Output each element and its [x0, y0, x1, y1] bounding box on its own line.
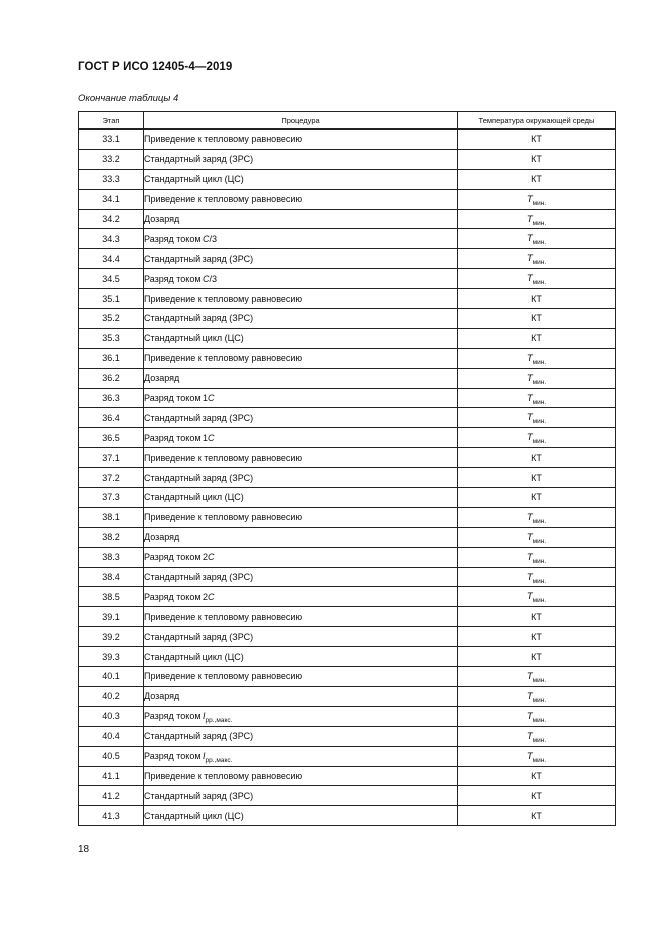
- procedure-text: Разряд током 2C: [144, 552, 215, 563]
- table-row: [79, 786, 616, 806]
- procedure-cell: [144, 726, 458, 746]
- temperature-cell: [458, 706, 616, 726]
- table-row: [79, 309, 616, 329]
- temperature-subscript: мин.: [532, 438, 547, 446]
- stage-cell: 38.2: [79, 527, 144, 547]
- procedure-cell: [144, 507, 458, 527]
- procedure-text: Стандартный заряд (ЗРС): [144, 412, 254, 423]
- procedure-cell: [144, 488, 458, 508]
- table-row: [79, 408, 616, 428]
- table-row: [79, 567, 616, 587]
- temperature-cell: [458, 189, 616, 209]
- procedure-text: Дозаряд: [144, 373, 180, 384]
- temperature-cell: КТ: [458, 328, 616, 348]
- temperature-subscript: мин.: [532, 398, 547, 406]
- procedure-cell: [144, 806, 458, 826]
- procedure-text: Разряд током I: [144, 751, 206, 762]
- temperature-cell: [458, 726, 616, 746]
- temperature-subscript: мин.: [532, 259, 547, 267]
- temperature-cell: [458, 388, 616, 408]
- procedure-cell: [144, 786, 458, 806]
- temperature-cell: КТ: [458, 627, 616, 647]
- procedure-text: Разряд током 1C: [144, 393, 215, 404]
- page-number: 18: [78, 844, 90, 855]
- table-row: [79, 209, 616, 229]
- procedure-text: Приведение к тепловому равновесию: [144, 134, 303, 145]
- temperature-cell: КТ: [458, 468, 616, 488]
- stage-cell: 33.1: [79, 129, 144, 149]
- temperature-cell: [458, 686, 616, 706]
- stage-cell: 33.3: [79, 169, 144, 189]
- temperature-symbol: T: [526, 710, 533, 722]
- stage-cell: 37.1: [79, 448, 144, 468]
- table-row: [79, 289, 616, 309]
- stage-cell: 36.1: [79, 348, 144, 368]
- stage-cell: 33.2: [79, 149, 144, 169]
- procedure-text: Стандартный заряд (ЗРС): [144, 154, 254, 165]
- temperature-cell: [458, 428, 616, 448]
- temperature-subscript: мин.: [532, 577, 547, 585]
- procedure-text: Стандартный заряд (ЗРС): [144, 253, 254, 264]
- procedure-text: Приведение к тепловому равновесию: [144, 293, 303, 304]
- table-row: [79, 746, 616, 766]
- procedure-text: Приведение к тепловому равновесию: [144, 671, 303, 682]
- temperature-cell: КТ: [458, 309, 616, 329]
- table-row: [79, 129, 616, 149]
- temperature-subscript: мин.: [532, 378, 547, 386]
- procedure-cell: [144, 567, 458, 587]
- table-row: [79, 249, 616, 269]
- procedure-cell: [144, 587, 458, 607]
- temperature-symbol: T: [526, 372, 533, 384]
- procedure-text: Стандартный цикл (ЦС): [144, 333, 244, 344]
- procedure-text: Стандартный заряд (ЗРС): [144, 472, 254, 483]
- temperature-subscript: мин.: [532, 676, 547, 684]
- temperature-symbol: T: [526, 511, 533, 523]
- table-body: [79, 129, 616, 826]
- procedure-text: Стандартный заряд (ЗРС): [144, 731, 254, 742]
- temperature-subscript: мин.: [532, 557, 547, 565]
- procedure-cell: [144, 129, 458, 149]
- table-row: [79, 547, 616, 567]
- stage-cell: 36.3: [79, 388, 144, 408]
- temperature-subscript: мин.: [532, 597, 547, 605]
- table-row: [79, 667, 616, 687]
- temperature-symbol: T: [526, 253, 533, 265]
- procedure-table: [78, 111, 616, 826]
- stage-cell: 41.2: [79, 786, 144, 806]
- temperature-subscript: мин.: [532, 358, 547, 366]
- temperature-subscript: мин.: [532, 517, 547, 525]
- temperature-subscript: мин.: [532, 418, 547, 426]
- procedure-cell: [144, 348, 458, 368]
- procedure-cell: [144, 149, 458, 169]
- stage-cell: 36.5: [79, 428, 144, 448]
- stage-cell: 37.3: [79, 488, 144, 508]
- table-row: [79, 587, 616, 607]
- temperature-symbol: T: [526, 213, 533, 225]
- procedure-text: Дозаряд: [144, 691, 180, 702]
- temperature-symbol: T: [526, 730, 533, 742]
- table-row: [79, 229, 616, 249]
- table-row: [79, 428, 616, 448]
- procedure-cell: [144, 289, 458, 309]
- procedure-text: Приведение к тепловому равновесию: [144, 512, 303, 523]
- temperature-cell: [458, 209, 616, 229]
- temperature-cell: [458, 348, 616, 368]
- procedure-cell: [144, 527, 458, 547]
- procedure-text: Стандартный заряд (ЗРС): [144, 313, 254, 324]
- temperature-cell: [458, 547, 616, 567]
- stage-cell: 39.2: [79, 627, 144, 647]
- procedure-text: Стандартный заряд (ЗРС): [144, 572, 254, 583]
- stage-cell: 34.5: [79, 269, 144, 289]
- stage-cell: 39.3: [79, 647, 144, 667]
- procedure-text: Приведение к тепловому равновесию: [144, 770, 303, 781]
- procedure-text: Разряд током C/3: [144, 273, 218, 284]
- temperature-symbol: T: [526, 392, 533, 404]
- procedure-cell: [144, 368, 458, 388]
- temperature-symbol: T: [526, 551, 533, 563]
- procedure-text: Приведение к тепловому равновесию: [144, 452, 303, 463]
- procedure-cell: [144, 189, 458, 209]
- table-row: [79, 806, 616, 826]
- temperature-cell: КТ: [458, 607, 616, 627]
- temperature-subscript: мин.: [532, 696, 547, 704]
- procedure-text: Стандартный цикл (ЦС): [144, 174, 244, 185]
- stage-cell: 35.1: [79, 289, 144, 309]
- table-row: [79, 488, 616, 508]
- stage-cell: 36.2: [79, 368, 144, 388]
- temperature-cell: [458, 269, 616, 289]
- stage-cell: 35.3: [79, 328, 144, 348]
- stage-cell: 34.2: [79, 209, 144, 229]
- temperature-symbol: T: [526, 233, 533, 245]
- table-row: [79, 686, 616, 706]
- temperature-cell: КТ: [458, 766, 616, 786]
- procedure-cell: [144, 647, 458, 667]
- procedure-text: Приведение к тепловому равновесию: [144, 611, 303, 622]
- stage-cell: 34.4: [79, 249, 144, 269]
- procedure-text: Дозаряд: [144, 214, 180, 224]
- temperature-cell: КТ: [458, 806, 616, 826]
- temperature-subscript: мин.: [532, 756, 547, 764]
- procedure-cell: [144, 428, 458, 448]
- table-row: [79, 468, 616, 488]
- temperature-symbol: T: [526, 273, 533, 285]
- table-row: [79, 607, 616, 627]
- table-row: [79, 189, 616, 209]
- temperature-subscript: мин.: [532, 736, 547, 744]
- procedure-cell: [144, 408, 458, 428]
- table-row: [79, 269, 616, 289]
- temperature-subscript: мин.: [532, 199, 547, 207]
- temperature-cell: [458, 408, 616, 428]
- procedure-cell: [144, 249, 458, 269]
- procedure-text: Стандартный цикл (ЦС): [144, 492, 244, 503]
- temperature-symbol: T: [526, 750, 533, 762]
- table-row: [79, 448, 616, 468]
- temperature-symbol: T: [526, 591, 533, 603]
- stage-cell: 40.2: [79, 686, 144, 706]
- column-header-stage: Этап: [79, 112, 144, 130]
- procedure-cell: [144, 706, 458, 726]
- temperature-cell: [458, 249, 616, 269]
- temperature-subscript: мин.: [532, 716, 547, 724]
- stage-cell: 36.4: [79, 408, 144, 428]
- temperature-symbol: T: [526, 432, 533, 444]
- procedure-cell: [144, 209, 458, 229]
- table-row: [79, 149, 616, 169]
- temperature-cell: [458, 229, 616, 249]
- temperature-symbol: T: [526, 193, 533, 205]
- table-row: [79, 766, 616, 786]
- temperature-subscript: мин.: [532, 219, 547, 227]
- table-row: [79, 627, 616, 647]
- table-row: [79, 527, 616, 547]
- temperature-symbol: T: [526, 412, 533, 424]
- temperature-cell: КТ: [458, 786, 616, 806]
- stage-cell: 38.1: [79, 507, 144, 527]
- temperature-symbol: T: [526, 571, 533, 583]
- procedure-cell: [144, 309, 458, 329]
- procedure-text: Стандартный цикл (ЦС): [144, 651, 244, 662]
- stage-cell: 34.1: [79, 189, 144, 209]
- temperature-cell: [458, 667, 616, 687]
- table-caption: Окончание таблицы 4: [78, 93, 179, 104]
- table-row: [79, 368, 616, 388]
- procedure-subscript: рр.,макс.: [205, 717, 233, 725]
- procedure-cell: [144, 269, 458, 289]
- temperature-cell: [458, 587, 616, 607]
- stage-cell: 38.4: [79, 567, 144, 587]
- table-row: [79, 726, 616, 746]
- table-row: [79, 388, 616, 408]
- stage-cell: 35.2: [79, 309, 144, 329]
- procedure-cell: [144, 229, 458, 249]
- stage-cell: 40.3: [79, 706, 144, 726]
- temperature-symbol: T: [526, 690, 533, 702]
- procedure-text: Стандартный цикл (ЦС): [144, 810, 244, 821]
- stage-cell: 40.5: [79, 746, 144, 766]
- table-row: [79, 328, 616, 348]
- temperature-subscript: мин.: [532, 279, 547, 287]
- temperature-symbol: T: [526, 670, 533, 682]
- table-row: [79, 348, 616, 368]
- procedure-text: Стандартный заряд (ЗРС): [144, 790, 254, 801]
- temperature-cell: КТ: [458, 647, 616, 667]
- temperature-cell: [458, 746, 616, 766]
- procedure-cell: [144, 169, 458, 189]
- table-row: [79, 647, 616, 667]
- stage-cell: 41.3: [79, 806, 144, 826]
- procedure-cell: [144, 667, 458, 687]
- stage-cell: 40.1: [79, 667, 144, 687]
- stage-cell: 38.5: [79, 587, 144, 607]
- procedure-text: Разряд током 2C: [144, 591, 215, 602]
- column-header-temperature: Температура окружающей среды: [458, 112, 616, 130]
- table-header-row: [79, 112, 616, 130]
- procedure-cell: [144, 746, 458, 766]
- procedure-cell: [144, 766, 458, 786]
- stage-cell: 38.3: [79, 547, 144, 567]
- temperature-cell: КТ: [458, 289, 616, 309]
- procedure-cell: [144, 627, 458, 647]
- temperature-subscript: мин.: [532, 239, 547, 247]
- temperature-cell: КТ: [458, 129, 616, 149]
- stage-cell: 34.3: [79, 229, 144, 249]
- stage-cell: 41.1: [79, 766, 144, 786]
- column-header-procedure: Процедура: [144, 112, 458, 130]
- procedure-cell: [144, 468, 458, 488]
- procedure-cell: [144, 547, 458, 567]
- temperature-cell: [458, 368, 616, 388]
- temperature-cell: КТ: [458, 448, 616, 468]
- temperature-cell: [458, 527, 616, 547]
- temperature-cell: КТ: [458, 169, 616, 189]
- temperature-symbol: T: [526, 352, 533, 364]
- procedure-subscript: рр.,макс.: [205, 757, 233, 765]
- procedure-cell: [144, 328, 458, 348]
- document-header: ГОСТ Р ИСО 12405-4—2019: [78, 61, 233, 73]
- stage-cell: 40.4: [79, 726, 144, 746]
- procedure-text: Приведение к тепловому равновесию: [144, 194, 303, 205]
- table-row: [79, 169, 616, 189]
- procedure-cell: [144, 448, 458, 468]
- stage-cell: 37.2: [79, 468, 144, 488]
- procedure-text: Приведение к тепловому равновесию: [144, 353, 303, 364]
- temperature-cell: [458, 567, 616, 587]
- procedure-text: Разряд током I: [144, 711, 206, 722]
- procedure-cell: [144, 686, 458, 706]
- temperature-cell: КТ: [458, 149, 616, 169]
- procedure-text: Стандартный заряд (ЗРС): [144, 631, 254, 642]
- procedure-cell: [144, 388, 458, 408]
- procedure-text: Дозаряд: [144, 532, 180, 543]
- temperature-subscript: мин.: [532, 537, 547, 545]
- temperature-cell: КТ: [458, 488, 616, 508]
- procedure-text: Разряд током C/3: [144, 233, 218, 244]
- temperature-cell: [458, 507, 616, 527]
- table-row: [79, 706, 616, 726]
- table-row: [79, 507, 616, 527]
- procedure-cell: [144, 607, 458, 627]
- procedure-text: Разряд током 1C: [144, 432, 215, 443]
- stage-cell: 39.1: [79, 607, 144, 627]
- temperature-symbol: T: [526, 531, 533, 543]
